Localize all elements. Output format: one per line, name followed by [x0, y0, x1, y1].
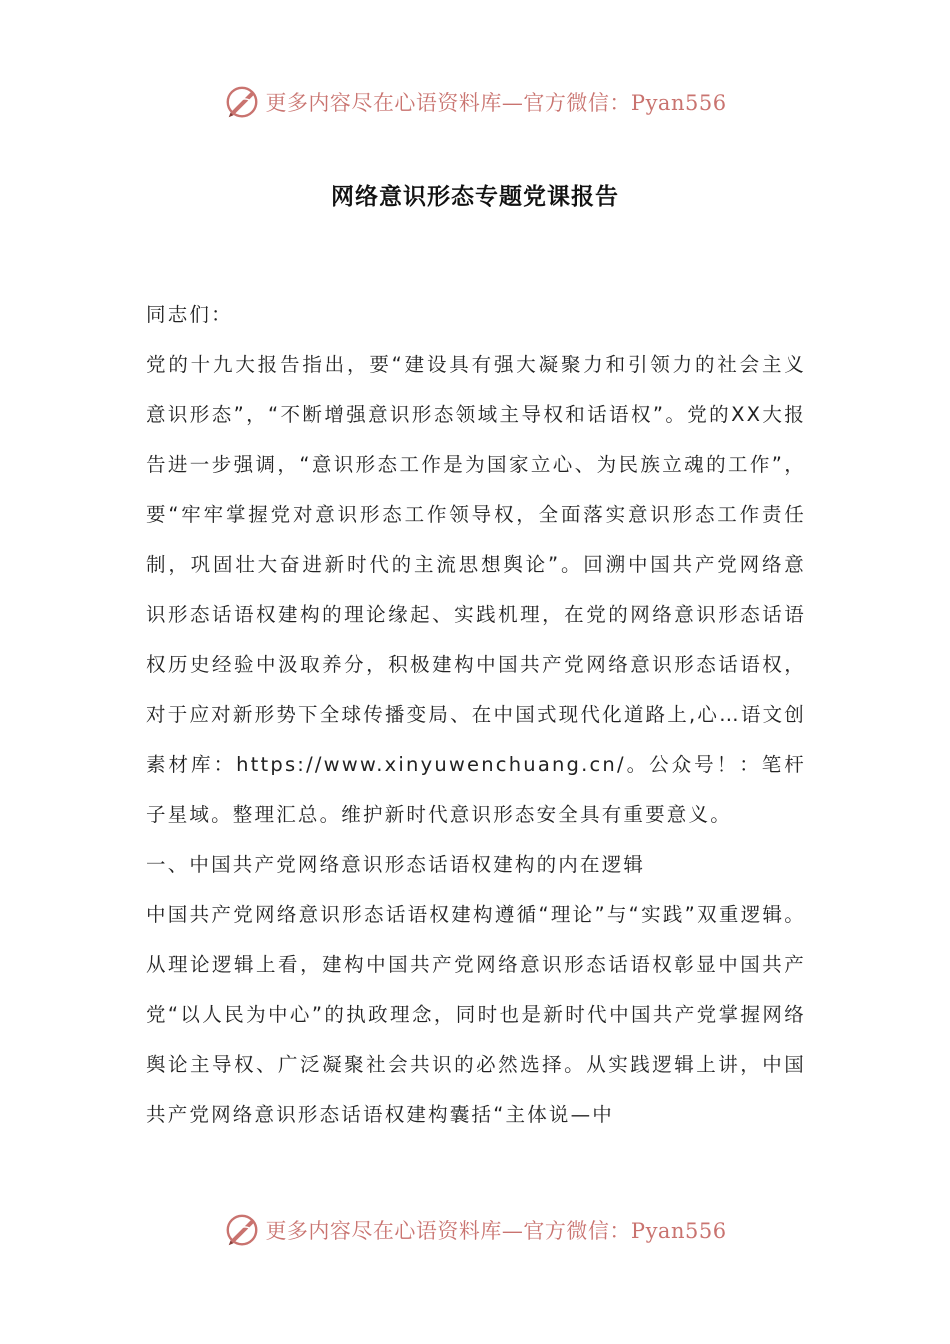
header-banner	[0, 80, 950, 124]
document-title: 网络意识形态专题党课报告	[331, 183, 619, 210]
banner-text: 更多内容尽在心语资料库—官方微信：Pyan556	[265, 1219, 727, 1243]
pen-logo-icon	[223, 1211, 261, 1249]
salutation: 同志们：	[146, 303, 233, 326]
banner-text: 更多内容尽在心语资料库—官方微信：Pyan556	[265, 91, 727, 115]
section-paragraph: 中国共产党网络意识形态话语权建构遵循“理论”与“实践”双重逻辑。从理论逻辑上看，建构中国共产党网络意识形态话语权彰显中国共产党“以人民为中心”的执政理念，同时也是新时代中国共产党掌握网络舆论主导权、广泛凝聚社会共识的必然选择。从实践逻辑上讲，中国共产党网络意识形态话语权建构囊括“主体说—中	[146, 903, 806, 1126]
document-body	[146, 290, 806, 1140]
pen-logo-icon	[223, 83, 261, 121]
intro-paragraph: 党的十九大报告指出，要“建设具有强大凝聚力和引领力的社会主义意识形态”，“不断增强意识形态领域主导权和话语权”。党的XX大报告进一步强调，“意识形态工作是为国家立心、为民族立魂的工作”，要“牢牢掌握党对意识形态工作领导权，全面落实意识形态工作责任制，巩固壮大奋进新时代的主流思想舆论”。回溯中国共产党网络意识形态话语权建构的理论缘起、实践机理，在党的网络意识形态话语权历史经验中汲取养分，积极建构中国共产党网络意识形态话语权，对于应对新形势下全球传播变局、在中国式现代化道路上,心…语文创素材库：https://www.xinyuwenchuang.cn/。公众号！：笔杆子星域。整理汇总。维护新时代意识形态安全具有重要意义。	[146, 353, 806, 826]
footer-banner	[0, 1208, 950, 1252]
section-heading: 一、中国共产党网络意识形态话语权建构的内在逻辑	[146, 853, 646, 876]
